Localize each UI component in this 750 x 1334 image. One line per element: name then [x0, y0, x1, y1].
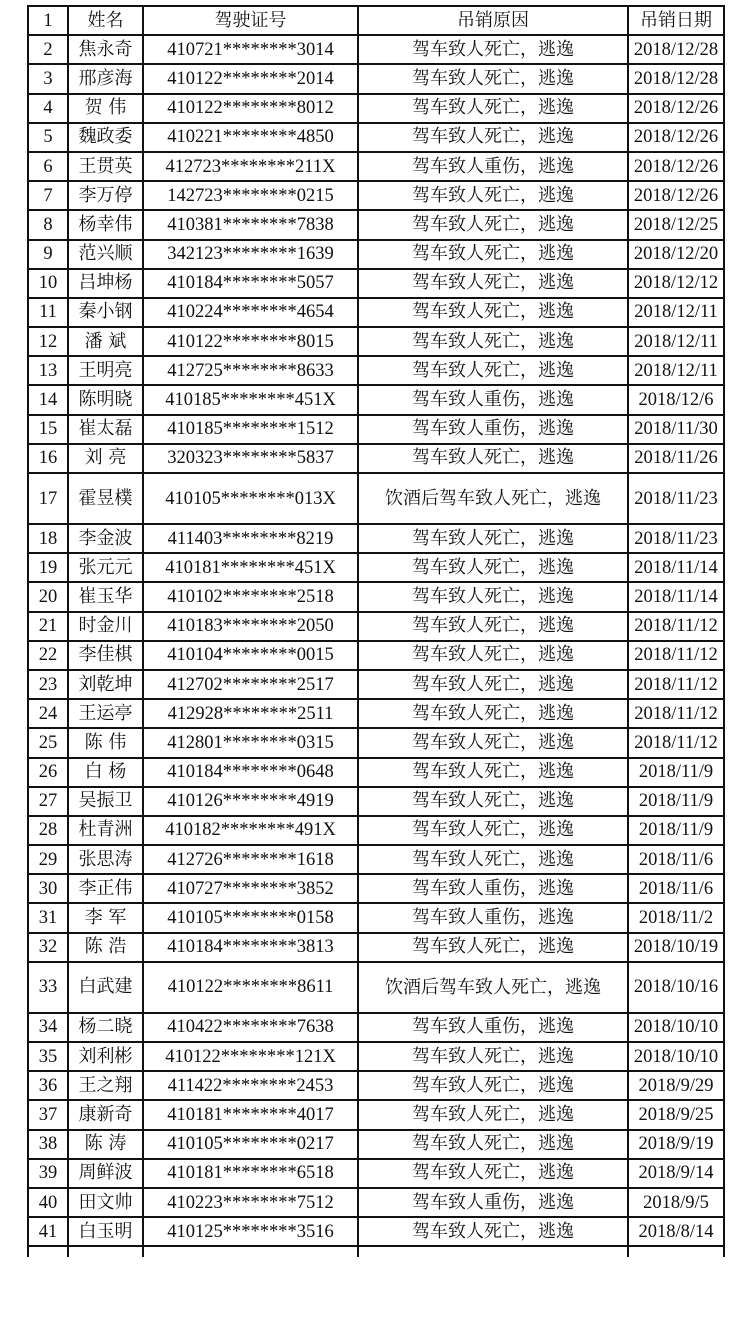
- row-reason: 驾车致人重伤，逃逸: [358, 1188, 628, 1217]
- row-license-no: 410381********7838: [143, 210, 358, 239]
- row-license-no: 410184********5057: [143, 269, 358, 298]
- row-license-no: 410181********451X: [143, 553, 358, 582]
- row-date: 2018/9/14: [628, 1159, 724, 1188]
- row-index: 36: [28, 1071, 68, 1100]
- row-reason: 驾车致人死亡，逃逸: [358, 1130, 628, 1159]
- row-name: 李 军: [68, 903, 143, 932]
- row-name: 白武建: [68, 962, 143, 1013]
- row-name: 吕坤杨: [68, 269, 143, 298]
- row-reason: 驾车致人重伤，逃逸: [358, 385, 628, 414]
- row-name: 白玉明: [68, 1217, 143, 1246]
- row-index: 12: [28, 327, 68, 356]
- table-row: [28, 210, 724, 239]
- row-license-no: 410122********121X: [143, 1042, 358, 1071]
- row-name: 陈 浩: [68, 933, 143, 962]
- row-index: 4: [28, 94, 68, 123]
- row-reason: 驾车致人死亡，逃逸: [358, 553, 628, 582]
- row-name: 张思涛: [68, 845, 143, 874]
- row-name: 杨二晓: [68, 1013, 143, 1042]
- row-reason: 驾车致人死亡，逃逸: [358, 1042, 628, 1071]
- row-index: 16: [28, 444, 68, 473]
- row-reason: 驾车致人死亡，逃逸: [358, 1217, 628, 1246]
- row-index: 17: [28, 473, 68, 524]
- table-row: [28, 1130, 724, 1159]
- row-reason: 驾车致人死亡，逃逸: [358, 670, 628, 699]
- row-date: 2018/11/23: [628, 524, 724, 553]
- row-index: 39: [28, 1159, 68, 1188]
- row-date: 2018/11/26: [628, 444, 724, 473]
- table-row: [28, 123, 724, 152]
- row-reason: 驾车致人死亡，逃逸: [358, 933, 628, 962]
- partial-cell: [358, 1246, 628, 1257]
- table-row: [28, 327, 724, 356]
- table-row: [28, 35, 724, 64]
- row-name: 陈明晓: [68, 385, 143, 414]
- revoked-license-table-container: [27, 5, 725, 1257]
- row-license-no: 410122********8611: [143, 962, 358, 1013]
- row-name: 李金波: [68, 524, 143, 553]
- table-row: [28, 181, 724, 210]
- row-date: 2018/11/12: [628, 641, 724, 670]
- row-index: 30: [28, 874, 68, 903]
- row-date: 2018/9/25: [628, 1100, 724, 1129]
- row-license-no: 411422********2453: [143, 1071, 358, 1100]
- table-row: [28, 1159, 724, 1188]
- row-license-no: 410185********1512: [143, 415, 358, 444]
- table-row: [28, 582, 724, 611]
- row-date: 2018/12/26: [628, 94, 724, 123]
- table-row: [28, 473, 724, 524]
- row-reason: 驾车致人死亡，逃逸: [358, 1159, 628, 1188]
- table-row: [28, 962, 724, 1013]
- table-row: [28, 845, 724, 874]
- partial-cell: [143, 1246, 358, 1257]
- row-date: 2018/12/11: [628, 356, 724, 385]
- row-reason: 饮酒后驾车致人死亡，逃逸: [358, 473, 628, 524]
- row-index: 11: [28, 298, 68, 327]
- row-license-no: 410721********3014: [143, 35, 358, 64]
- row-index: 22: [28, 641, 68, 670]
- row-license-no: 410223********7512: [143, 1188, 358, 1217]
- row-license-no: 410102********2518: [143, 582, 358, 611]
- row-index: 25: [28, 728, 68, 757]
- row-name: 陈 涛: [68, 1130, 143, 1159]
- row-name: 周鲜波: [68, 1159, 143, 1188]
- row-reason: 驾车致人死亡，逃逸: [358, 356, 628, 385]
- row-index: 20: [28, 582, 68, 611]
- row-reason: 驾车致人死亡，逃逸: [358, 444, 628, 473]
- row-reason: 驾车致人死亡，逃逸: [358, 816, 628, 845]
- row-date: 2018/12/26: [628, 123, 724, 152]
- row-reason: 驾车致人死亡，逃逸: [358, 240, 628, 269]
- table-row: [28, 728, 724, 757]
- table-row: [28, 816, 724, 845]
- row-name: 李佳棋: [68, 641, 143, 670]
- row-reason: 驾车致人死亡，逃逸: [358, 728, 628, 757]
- row-reason: 驾车致人死亡，逃逸: [358, 94, 628, 123]
- row-reason: 驾车致人死亡，逃逸: [358, 524, 628, 553]
- row-license-no: 410422********7638: [143, 1013, 358, 1042]
- row-name: 李万停: [68, 181, 143, 210]
- table-row: [28, 1217, 724, 1246]
- row-license-no: 412725********8633: [143, 356, 358, 385]
- table-row: [28, 670, 724, 699]
- row-name: 吴振卫: [68, 787, 143, 816]
- row-reason: 驾车致人死亡，逃逸: [358, 787, 628, 816]
- row-name: 康新奇: [68, 1100, 143, 1129]
- row-date: 2018/12/11: [628, 298, 724, 327]
- row-license-no: 412723********211X: [143, 152, 358, 181]
- row-license-no: 410126********4919: [143, 787, 358, 816]
- table-row: [28, 903, 724, 932]
- row-name: 王贯英: [68, 152, 143, 181]
- row-name: 王之翔: [68, 1071, 143, 1100]
- row-reason: 驾车致人重伤，逃逸: [358, 415, 628, 444]
- row-index: 7: [28, 181, 68, 210]
- row-reason: 驾车致人重伤，逃逸: [358, 903, 628, 932]
- row-name: 白 杨: [68, 758, 143, 787]
- row-date: 2018/11/9: [628, 816, 724, 845]
- table-row: [28, 1071, 724, 1100]
- row-reason: 驾车致人死亡，逃逸: [358, 181, 628, 210]
- row-date: 2018/11/30: [628, 415, 724, 444]
- row-license-no: 410122********2014: [143, 64, 358, 93]
- row-date: 2018/10/16: [628, 962, 724, 1013]
- row-date: 2018/9/29: [628, 1071, 724, 1100]
- row-name: 刘乾坤: [68, 670, 143, 699]
- row-license-no: 410181********4017: [143, 1100, 358, 1129]
- row-name: 潘 斌: [68, 327, 143, 356]
- row-name: 王明亮: [68, 356, 143, 385]
- row-reason: 驾车致人重伤，逃逸: [358, 874, 628, 903]
- row-license-no: 410181********6518: [143, 1159, 358, 1188]
- table-row: [28, 1013, 724, 1042]
- row-name: 魏政委: [68, 123, 143, 152]
- row-reason: 驾车致人重伤，逃逸: [358, 152, 628, 181]
- row-name: 范兴顺: [68, 240, 143, 269]
- row-date: 2018/11/12: [628, 612, 724, 641]
- header-reason: 吊销原因: [358, 6, 628, 35]
- row-license-no: 412801********0315: [143, 728, 358, 757]
- table-row: [28, 1042, 724, 1071]
- row-license-no: 142723********0215: [143, 181, 358, 210]
- row-index: 8: [28, 210, 68, 239]
- row-name: 李正伟: [68, 874, 143, 903]
- row-license-no: 410122********8015: [143, 327, 358, 356]
- row-license-no: 410727********3852: [143, 874, 358, 903]
- table-row: [28, 933, 724, 962]
- row-license-no: 410182********491X: [143, 816, 358, 845]
- row-reason: 驾车致人死亡，逃逸: [358, 123, 628, 152]
- row-reason: 驾车致人死亡，逃逸: [358, 298, 628, 327]
- table-row: [28, 699, 724, 728]
- row-date: 2018/10/10: [628, 1042, 724, 1071]
- row-date: 2018/12/26: [628, 181, 724, 210]
- row-license-no: 410183********2050: [143, 612, 358, 641]
- row-name: 崔太磊: [68, 415, 143, 444]
- row-license-no: 320323********5837: [143, 444, 358, 473]
- row-date: 2018/9/19: [628, 1130, 724, 1159]
- row-name: 焦永奇: [68, 35, 143, 64]
- row-name: 霍昱樸: [68, 473, 143, 524]
- table-row: [28, 612, 724, 641]
- partial-cell: [28, 1246, 68, 1257]
- row-name: 邢彦海: [68, 64, 143, 93]
- row-date: 2018/12/28: [628, 35, 724, 64]
- row-license-no: 410105********013X: [143, 473, 358, 524]
- row-name: 崔玉华: [68, 582, 143, 611]
- table-row: [28, 1188, 724, 1217]
- row-name: 时金川: [68, 612, 143, 641]
- partial-cell: [628, 1246, 724, 1257]
- row-index: 37: [28, 1100, 68, 1129]
- row-license-no: 412702********2517: [143, 670, 358, 699]
- table-row: [28, 787, 724, 816]
- row-reason: 驾车致人死亡，逃逸: [358, 641, 628, 670]
- row-reason: 驾车致人死亡，逃逸: [358, 1071, 628, 1100]
- table-row: [28, 758, 724, 787]
- table-row: [28, 94, 724, 123]
- table-row: [28, 64, 724, 93]
- row-reason: 驾车致人死亡，逃逸: [358, 35, 628, 64]
- row-reason: 饮酒后驾车致人死亡，逃逸: [358, 962, 628, 1013]
- row-index: 18: [28, 524, 68, 553]
- header-row: [28, 6, 724, 35]
- row-date: 2018/12/25: [628, 210, 724, 239]
- row-reason: 驾车致人死亡，逃逸: [358, 210, 628, 239]
- row-date: 2018/11/23: [628, 473, 724, 524]
- row-date: 2018/11/9: [628, 758, 724, 787]
- row-reason: 驾车致人重伤，逃逸: [358, 1013, 628, 1042]
- table-body: [28, 6, 724, 1257]
- row-index: 27: [28, 787, 68, 816]
- row-name: 贺 伟: [68, 94, 143, 123]
- row-index: 2: [28, 35, 68, 64]
- row-reason: 驾车致人死亡，逃逸: [358, 845, 628, 874]
- table-row: [28, 415, 724, 444]
- row-index: 15: [28, 415, 68, 444]
- row-index: 38: [28, 1130, 68, 1159]
- table-row: [28, 1100, 724, 1129]
- row-index: 9: [28, 240, 68, 269]
- row-reason: 驾车致人死亡，逃逸: [358, 758, 628, 787]
- row-name: 陈 伟: [68, 728, 143, 757]
- row-reason: 驾车致人死亡，逃逸: [358, 612, 628, 641]
- partial-cell: [68, 1246, 143, 1257]
- row-index: 6: [28, 152, 68, 181]
- row-license-no: 410224********4654: [143, 298, 358, 327]
- row-name: 田文帅: [68, 1188, 143, 1217]
- row-date: 2018/11/14: [628, 553, 724, 582]
- row-index: 5: [28, 123, 68, 152]
- row-date: 2018/12/11: [628, 327, 724, 356]
- header-license-no: 驾驶证号: [143, 6, 358, 35]
- row-name: 刘利彬: [68, 1042, 143, 1071]
- table-row: [28, 874, 724, 903]
- row-license-no: 410122********8012: [143, 94, 358, 123]
- row-index: 31: [28, 903, 68, 932]
- table-row: [28, 524, 724, 553]
- row-license-no: 410221********4850: [143, 123, 358, 152]
- row-reason: 驾车致人死亡，逃逸: [358, 582, 628, 611]
- row-date: 2018/9/5: [628, 1188, 724, 1217]
- row-index: 33: [28, 962, 68, 1013]
- row-date: 2018/11/9: [628, 787, 724, 816]
- header-name: 姓名: [68, 6, 143, 35]
- row-date: 2018/11/12: [628, 728, 724, 757]
- row-date: 2018/10/10: [628, 1013, 724, 1042]
- row-name: 秦小钢: [68, 298, 143, 327]
- row-name: 刘 亮: [68, 444, 143, 473]
- row-index: 26: [28, 758, 68, 787]
- row-license-no: 410104********0015: [143, 641, 358, 670]
- row-index: 13: [28, 356, 68, 385]
- row-index: 21: [28, 612, 68, 641]
- row-date: 2018/11/14: [628, 582, 724, 611]
- row-date: 2018/12/12: [628, 269, 724, 298]
- row-date: 2018/12/26: [628, 152, 724, 181]
- table-row: [28, 641, 724, 670]
- row-reason: 驾车致人死亡，逃逸: [358, 1100, 628, 1129]
- row-index: 40: [28, 1188, 68, 1217]
- row-name: 张元元: [68, 553, 143, 582]
- row-license-no: 412928********2511: [143, 699, 358, 728]
- row-date: 2018/11/6: [628, 845, 724, 874]
- table-row-partial: [28, 1246, 724, 1257]
- row-license-no: 410105********0158: [143, 903, 358, 932]
- table-row: [28, 385, 724, 414]
- row-reason: 驾车致人死亡，逃逸: [358, 64, 628, 93]
- row-index: 34: [28, 1013, 68, 1042]
- row-license-no: 411403********8219: [143, 524, 358, 553]
- row-date: 2018/11/6: [628, 874, 724, 903]
- table-row: [28, 298, 724, 327]
- row-license-no: 342123********1639: [143, 240, 358, 269]
- row-index: 23: [28, 670, 68, 699]
- row-license-no: 410125********3516: [143, 1217, 358, 1246]
- table-row: [28, 356, 724, 385]
- row-index: 14: [28, 385, 68, 414]
- row-date: 2018/10/19: [628, 933, 724, 962]
- table-row: [28, 444, 724, 473]
- row-index: 41: [28, 1217, 68, 1246]
- row-date: 2018/11/2: [628, 903, 724, 932]
- row-name: 杜青洲: [68, 816, 143, 845]
- row-index: 35: [28, 1042, 68, 1071]
- row-reason: 驾车致人死亡，逃逸: [358, 699, 628, 728]
- row-reason: 驾车致人死亡，逃逸: [358, 327, 628, 356]
- row-date: 2018/12/20: [628, 240, 724, 269]
- row-index: 10: [28, 269, 68, 298]
- header-index: 1: [28, 6, 68, 35]
- revoked-license-table: [27, 5, 725, 1257]
- row-index: 24: [28, 699, 68, 728]
- table-row: [28, 240, 724, 269]
- row-license-no: 410184********0648: [143, 758, 358, 787]
- row-index: 32: [28, 933, 68, 962]
- row-name: 王运亭: [68, 699, 143, 728]
- row-license-no: 410105********0217: [143, 1130, 358, 1159]
- row-date: 2018/11/12: [628, 670, 724, 699]
- row-license-no: 412726********1618: [143, 845, 358, 874]
- header-date: 吊销日期: [628, 6, 724, 35]
- table-row: [28, 553, 724, 582]
- row-date: 2018/12/6: [628, 385, 724, 414]
- table-row: [28, 152, 724, 181]
- table-row: [28, 269, 724, 298]
- row-index: 28: [28, 816, 68, 845]
- row-index: 19: [28, 553, 68, 582]
- row-name: 杨幸伟: [68, 210, 143, 239]
- row-date: 2018/8/14: [628, 1217, 724, 1246]
- row-license-no: 410185********451X: [143, 385, 358, 414]
- row-date: 2018/12/28: [628, 64, 724, 93]
- row-license-no: 410184********3813: [143, 933, 358, 962]
- row-index: 3: [28, 64, 68, 93]
- row-index: 29: [28, 845, 68, 874]
- row-reason: 驾车致人死亡，逃逸: [358, 269, 628, 298]
- row-date: 2018/11/12: [628, 699, 724, 728]
